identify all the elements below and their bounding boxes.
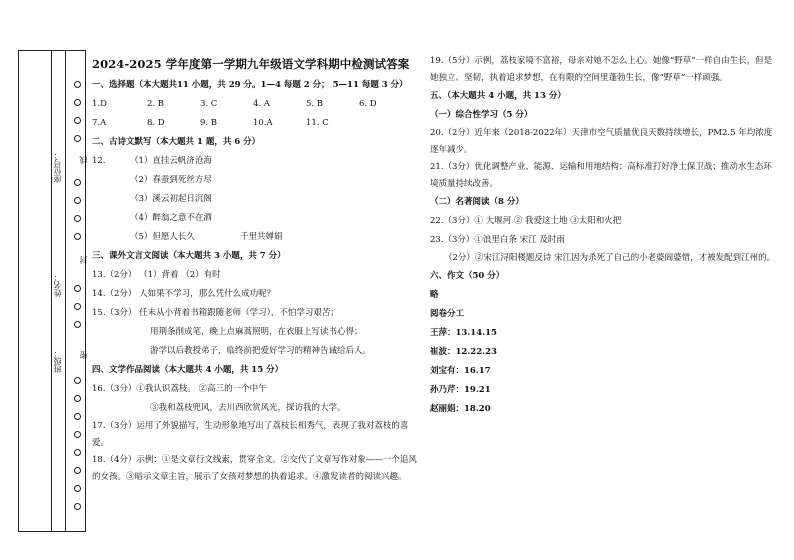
- answer-item: 9. B: [200, 118, 218, 128]
- binding-strip: [18, 50, 86, 532]
- answer-item: 5. B: [306, 99, 324, 109]
- seal-mark-seal: 封: [79, 256, 88, 264]
- poem-line: （3）溪云初起日沉阁: [130, 194, 212, 204]
- q15-answer-line-1: 15.（3分） 任末从小背着书箱跟随老师（学习），不怕学习艰苦；: [92, 308, 339, 318]
- q23-answer-line-1: 23.（3分）①浪里白条 宋江 及时雨: [430, 235, 565, 245]
- q14-answer: 14.（2分） 人如果不学习，那么凭什么成功呢？: [92, 289, 276, 299]
- binding-hole: [74, 377, 81, 384]
- name-label: 姓名：: [53, 273, 62, 297]
- poem-line: （2）春蚕到死丝方尽: [130, 175, 212, 185]
- right-column: [430, 50, 780, 419]
- grading-division-title: 阅卷分工: [430, 309, 465, 319]
- binding-hole: [74, 395, 81, 402]
- binding-hole: [74, 233, 81, 240]
- binding-line: [65, 51, 66, 531]
- binding-hole: [74, 99, 81, 106]
- q15-answer-line-2: 用荆条削成笔，晚上点麻蒿照明，在衣服上写读书心得；: [150, 327, 363, 337]
- answer-item: 10.A: [253, 118, 273, 128]
- q20-answer: 20.（2分）近年来（2018-2022年）天津市空气质量优良天数持续增长，PM2.5 年均浓度逐年减少。: [430, 128, 773, 155]
- grader-row: 崔波：12.22.23: [430, 347, 497, 357]
- q15-answer-line-3: 游学以后教授弟子，临终前把爱好学习的精神告诫给后人。: [150, 346, 372, 356]
- q21-answer: 21.（3分）优化调整产业、能源、运输和用地结构；高标准打好净土保卫战；推动水生态环境质量持续改善。: [430, 162, 772, 189]
- binding-hole: [74, 467, 81, 474]
- binding-hole: [74, 117, 81, 124]
- q16-answer-line-1: 16.（3分）①我认识荔枝。 ②高三的一个中午: [92, 384, 267, 394]
- binding-hole: [74, 179, 81, 186]
- section-4-header: 四、文学作品阅读（本大题共 4 小题，共 15 分）: [92, 365, 284, 375]
- binding-hole: [74, 485, 81, 492]
- seal-mark-secret: 密: [79, 351, 88, 359]
- grader-row: 王萍：13.14.15: [430, 328, 497, 338]
- q13-answer: 13.（2分） （1）背着 （2）有时: [92, 270, 221, 280]
- binding-line: [51, 51, 52, 531]
- answer-item: 1.D: [92, 99, 107, 109]
- seal-mark-line: 线: [79, 156, 88, 164]
- poem-line: （5）但愿人长久: [130, 232, 195, 242]
- class-label: 班级：: [53, 349, 62, 373]
- poem-line: 千里共婵娟: [240, 232, 283, 242]
- poem-line: （4）醉翁之意不在酒: [130, 213, 212, 223]
- question-number: 12.: [92, 156, 106, 166]
- grader-row: 赵丽娟：18.20: [430, 404, 491, 414]
- answer-item: 6. D: [359, 99, 377, 109]
- q12-row-3: [92, 190, 422, 209]
- section-1-header: 一、选择题（本大题共11 小题，共 29 分。1—4 每题 2 分； 5—11 每题 3 分）: [92, 80, 408, 90]
- binding-hole: [74, 135, 81, 142]
- section-5-header: 五、（本大题共 4 小题，共 13 分）: [430, 91, 566, 101]
- section-2-header: 二、古诗文默写（本大题共 1 题，共 6 分）: [92, 137, 261, 147]
- grader-row: 刘宝有：16.17: [430, 366, 491, 376]
- binding-hole: [74, 215, 81, 222]
- seat-number-label: 座位号：: [53, 151, 62, 183]
- q12-row-4: [92, 209, 422, 228]
- q16-answer-line-2: ③我和荔枝兜风，去川西欣赏风光，探访我的大学。: [150, 403, 346, 413]
- q19-answer: 19.（5分）示例，荔枝家境不富裕，母亲对她不怎么上心。她像“野草”一样自由生长，但是她独立、坚韧，执着追求梦想，在有限的空间里蓬勃生长，像“野草”一样顽强。: [430, 56, 773, 83]
- binding-hole: [74, 303, 81, 310]
- q22-answer: 22.（3分）① 大堰河 ② 我爱这土地 ③太阳和火把: [430, 216, 622, 226]
- poem-line: （1）直挂云帆济沧海: [130, 156, 212, 166]
- binding-hole: [74, 413, 81, 420]
- q17-answer: 17.（3分）运用了外貌描写，生动形象地写出了荔枝长相秀气，表现了我对荔枝的喜爱。: [92, 421, 409, 448]
- essay-answer: 略: [430, 290, 439, 300]
- answers-row-2: [92, 114, 422, 133]
- answer-item: 2. B: [147, 99, 165, 109]
- q12-row-5: [92, 228, 422, 247]
- answer-item: 8. D: [147, 118, 165, 128]
- grader-row: 孙乃芹：19.21: [430, 385, 491, 395]
- comprehensive-study-header: （一）综合性学习（5 分）: [430, 110, 533, 120]
- answer-item: 11. C: [306, 118, 329, 128]
- binding-hole: [74, 449, 81, 456]
- section-3-header: 三、课外文言文阅读（本大题共 3 小题，共 7 分）: [92, 251, 286, 261]
- answer-item: 3. C: [200, 99, 218, 109]
- binding-hole: [74, 197, 81, 204]
- q12-row-2: [92, 171, 422, 190]
- answer-item: 4. A: [253, 99, 270, 109]
- q18-answer: 18.（4分）示例：①是文章行文线索，贯穿全文。②交代了文章写作对象——一个追风的女孩。③暗示文章主旨，展示了女孩对梦想的执着追求。④激发读者的阅读兴趣。: [92, 455, 417, 482]
- classics-reading-header: （二）名著阅读（8 分）: [430, 197, 524, 207]
- answer-item: 7.A: [92, 118, 107, 128]
- binding-hole: [74, 321, 81, 328]
- answers-row-1: [92, 95, 422, 114]
- left-column: [92, 50, 422, 486]
- binding-hole: [74, 81, 81, 88]
- binding-hole: [74, 503, 81, 510]
- q23-answer-line-2: （2分）②宋江浔阳楼题反诗 宋江因为杀死了自己的小老婆阎婆惜，才被发配到江州的。: [444, 253, 776, 263]
- q12-row-1: [92, 152, 422, 171]
- section-6-header: 六、作文（50 分）: [430, 271, 505, 281]
- binding-hole: [74, 431, 81, 438]
- binding-hole: [74, 285, 81, 292]
- document-title: 2024-2025 学年度第一学期九年级语文学科期中检测试答案: [92, 57, 410, 71]
